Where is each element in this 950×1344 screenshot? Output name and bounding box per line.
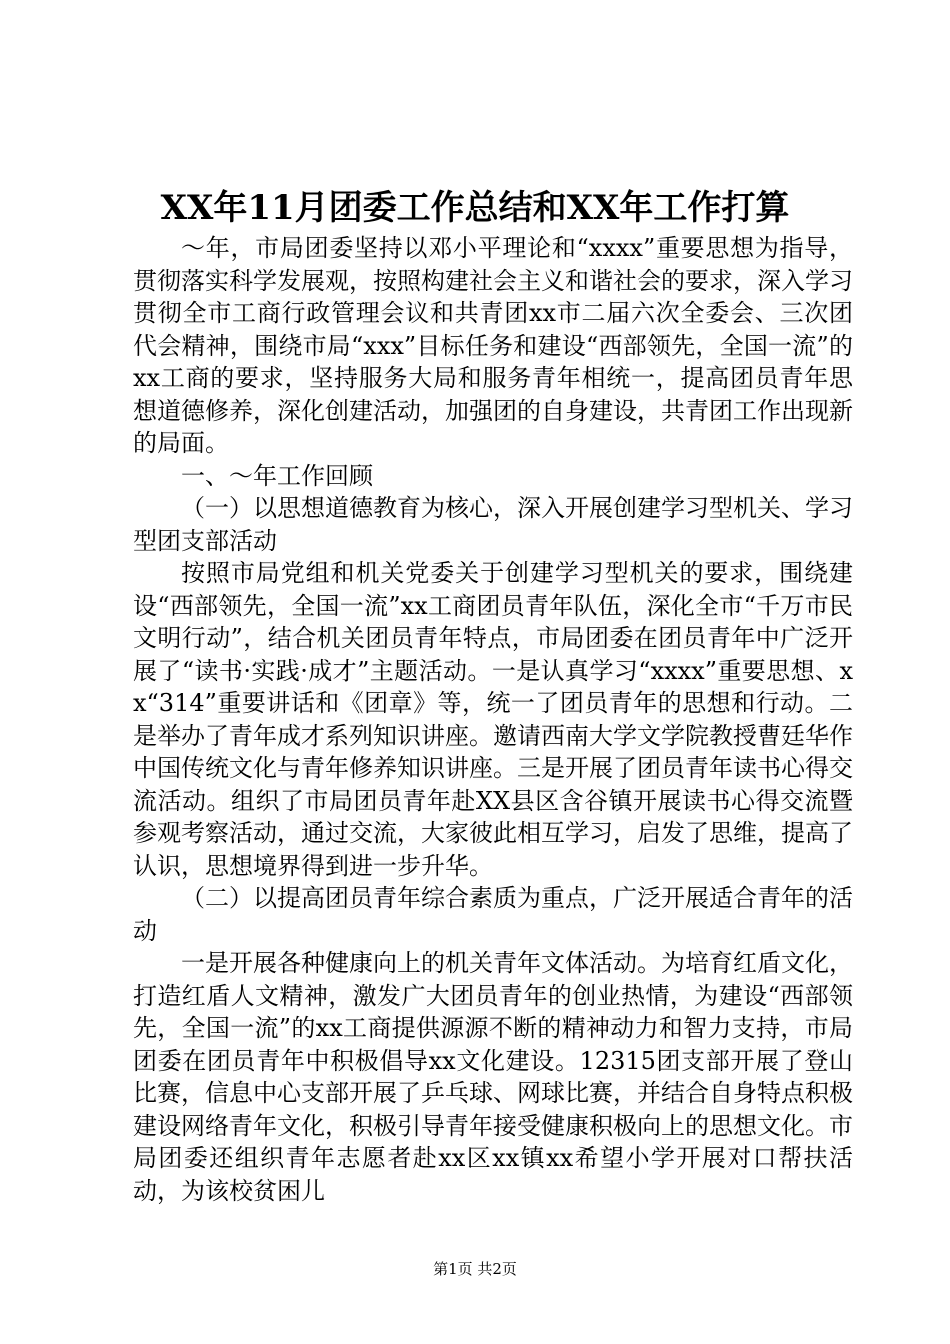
subsection-heading-2: （二）以提高团员青年综合素质为重点，广泛开展适合青年的活动	[133, 884, 853, 945]
page-footer: 第1页 共2页	[433, 1260, 517, 1278]
section-heading-review: 一、～年工作回顾	[181, 461, 373, 490]
document-body	[133, 232, 853, 1207]
subsection-heading-1: （一）以思想道德教育为核心，深入开展创建学习型机关、学习型团支部活动	[133, 494, 853, 555]
paragraph-activities: 一是开展各种健康向上的机关青年文体活动。为培育红盾文化，打造红盾人文精神，激发广大团员青年的创业热情，为建设“西部领先，全国一流”的xx工商提供源源不断的精神动力和智力支持，市局团委在团员青年中积极倡导xx文化建设。12315团支部开展了登山比赛，信息中心支部开展了乒乓球、网球比赛，并结合自身特点积极建设网络青年文化，积极引导青年接受健康积极向上的思想文化。市局团委还组织青年志愿者赴xx区xx镇xx希望小学开展对口帮扶活动，为该校贫困儿	[133, 949, 853, 1205]
document-title: XX年11月团委工作总结和XX年工作打算	[160, 188, 790, 228]
paragraph-intro: ～年，市局团委坚持以邓小平理论和“xxxx”重要思想为指导，贯彻落实科学发展观，按照构建社会主义和谐社会的要求，深入学习贯彻全市工商行政管理会议和共青团xx市二届六次全委会、三次团代会精神，围绕市局“xxx”目标任务和建设“西部领先，全国一流”的xx工商的要求，坚持服务大局和服务青年相统一，提高团员青年思想道德修养，深化创建活动，加强团的自身建设，共青团工作出现新的局面。	[133, 234, 853, 457]
paragraph-learning: 按照市局党组和机关党委关于创建学习型机关的要求，围绕建设“西部领先，全国一流”xx工商团员青年队伍，深化全市“千万市民文明行动”，结合机关团员青年特点，市局团委在团员青年中广泛开展了“读书·实践·成才”主题活动。一是认真学习“xxxx”重要思想、xx“314”重要讲话和《团章》等，统一了团员青年的思想和行动。二是举办了青年成才系列知识讲座。邀请西南大学文学院教授曹廷华作中国传统文化与青年修养知识讲座。三是开展了团员青年读书心得交流活动。组织了市局团员青年赴XX县区含谷镇开展读书心得交流暨参观考察活动，通过交流，大家彼此相互学习，启发了思维，提高了认识，思想境界得到进一步升华。	[133, 559, 853, 880]
